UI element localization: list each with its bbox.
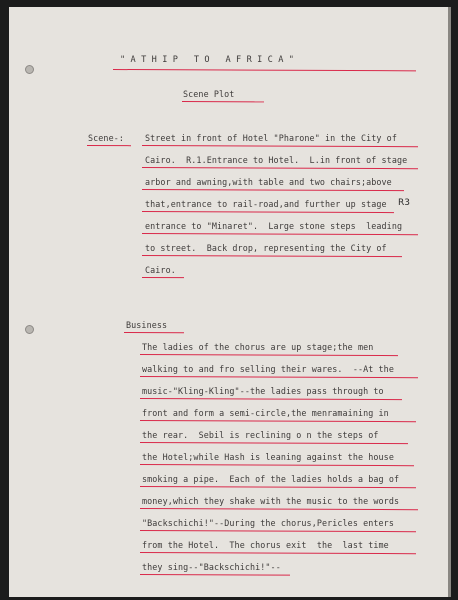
document-subtitle: Scene Plot bbox=[183, 89, 235, 99]
scene-line: Cairo. bbox=[145, 265, 176, 275]
scene-label: Scene-: bbox=[88, 133, 124, 143]
scene-line: entrance to "Minaret". Large stone steps leading bbox=[145, 221, 403, 231]
business-line: walking to and fro selling their wares. --At the bbox=[142, 364, 394, 374]
scene-line: to street. Back drop, representing the City of bbox=[145, 243, 387, 253]
business-line: The ladies of the chorus are up stage;the men bbox=[142, 342, 374, 352]
document-title: " A T H I P T O A F R I C A " bbox=[120, 55, 295, 65]
punch-hole bbox=[25, 65, 34, 74]
business-line: front and form a semi-circle,the menramaining in bbox=[142, 408, 389, 418]
scene-label-underline bbox=[87, 145, 131, 146]
business-line: the rear. Sebil is reclining o n the steps of bbox=[142, 430, 379, 440]
business-line: money,which they shake with the music to the words bbox=[142, 496, 400, 506]
scene-underline bbox=[142, 277, 184, 278]
punch-hole bbox=[25, 325, 34, 334]
business-label: Business bbox=[126, 320, 168, 330]
scene-line: arbor and awning,with table and two chairs;above bbox=[145, 177, 392, 187]
business-line: "Backschichi!"--During the chorus,Pericles enters bbox=[142, 518, 394, 528]
business-line: from the Hotel. The chorus exit the last time bbox=[142, 540, 389, 550]
handwritten-margin-note: R3 bbox=[398, 198, 410, 208]
business-line: they sing--"Backschichi!"-- bbox=[142, 562, 281, 572]
business-line: the Hotel;while Hash is leaning against the house bbox=[142, 452, 394, 462]
scene-line: Street in front of Hotel "Pharone" in the City of bbox=[145, 133, 397, 143]
scene-line: Cairo. R.1.Entrance to Hotel. L.in front of stage bbox=[145, 155, 408, 165]
business-line: music-"Kling-Kling"--the ladies pass through to bbox=[142, 386, 384, 396]
scene-line: that,entrance to rail-road,and further up stage bbox=[145, 199, 387, 209]
business-line: smoking a pipe. Each of the ladies holds a bag of bbox=[142, 474, 400, 484]
